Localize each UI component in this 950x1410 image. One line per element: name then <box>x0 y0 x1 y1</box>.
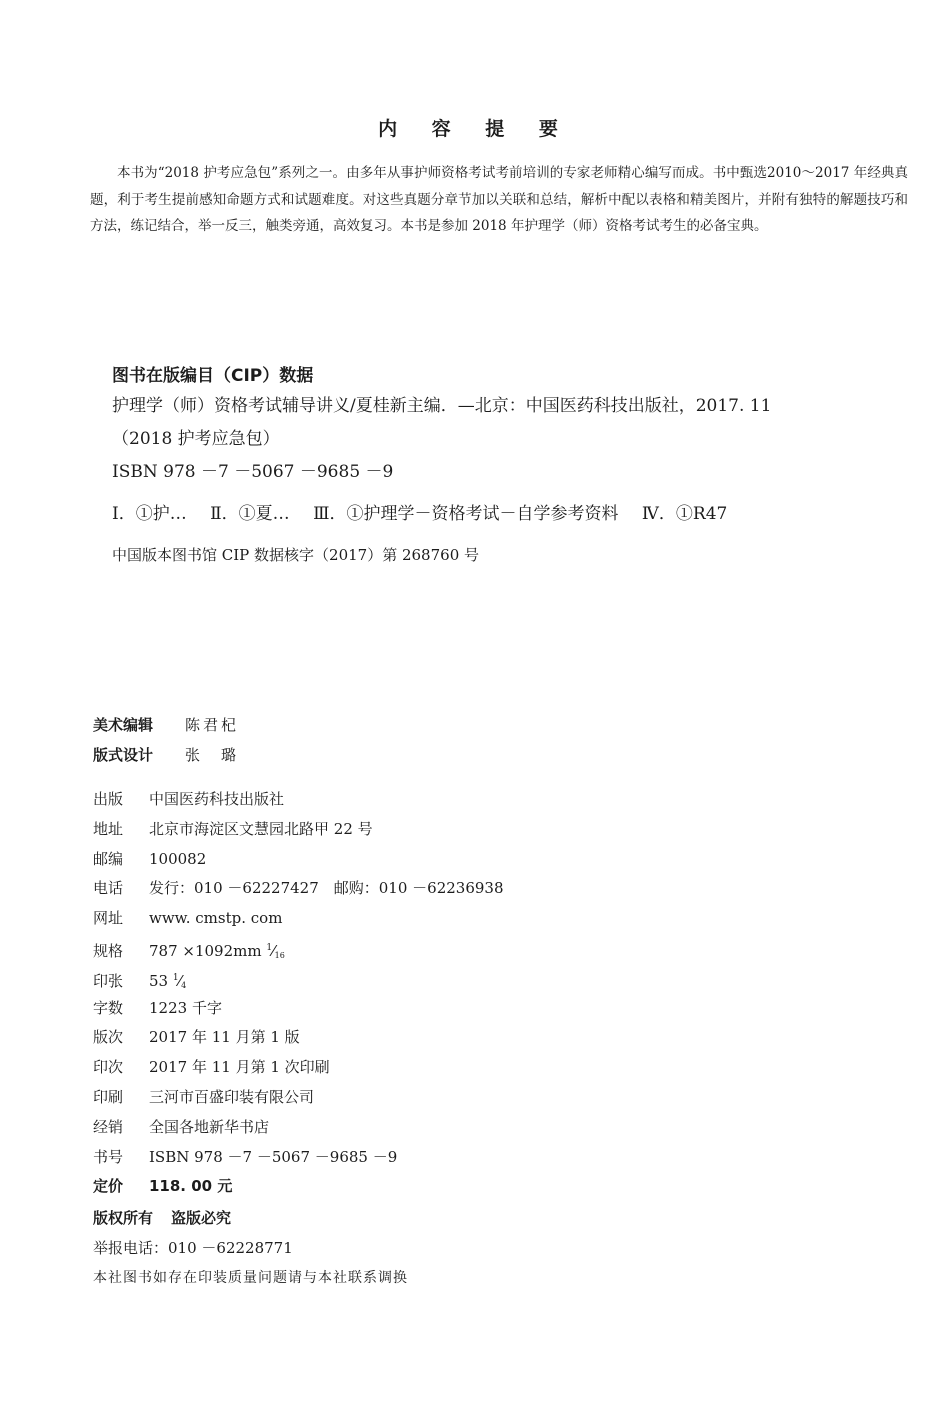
cip-class-4: Ⅳ．①R47 <box>641 504 728 524</box>
pub-row-phone <box>93 874 793 904</box>
pub-value: 北京市海淀区文慧园北路甲 22 号 <box>149 819 373 838</box>
pub-value: 787 ×1092mm <box>149 941 262 960</box>
pub-value: 100082 <box>149 849 207 868</box>
credit-label: 美术编辑 <box>93 716 154 734</box>
copyright-text: 版权所有 <box>93 1209 154 1227</box>
cip-verification-line: 中国版本图书馆 CIP 数据核字（2017）第 268760 号 <box>112 546 480 564</box>
pub-row-edition <box>93 1023 793 1053</box>
rights-block <box>93 1203 793 1293</box>
pub-label: 定价 <box>93 1177 124 1196</box>
summary-paragraph: 本书为“2018 护考应急包”系列之一。由多年从事护师资格考试考前培训的专家老师精心编写而成。书中甄选2010～2017 年经典真题，利于考生提前感知命题方式和试题难度。对这些真题分章节加以关联和总结，解析中配以表格和精美图片，并附有独特的解题技巧和方法，练记结合，举一反三，触类旁通，高效复习。本书是参加 2018 年护理学（师）资格考试考生的必备宝典。 <box>90 165 908 234</box>
cip-class-3: Ⅲ．①护理学－资格考试－自学参考资料 <box>313 504 619 524</box>
quality-notice-line: 本社图书如存在印装质量问题请与本社联系调换 <box>93 1270 408 1286</box>
fraction-numerator: 1 <box>266 942 273 953</box>
credit-value: 陈君杞 <box>185 716 240 734</box>
pub-value: 2017 年 11 月第 1 次印刷 <box>149 1058 330 1077</box>
pub-value: 全国各地新华书店 <box>149 1117 270 1136</box>
pub-row-price <box>93 1172 793 1202</box>
cip-class-1: Ⅰ．①护… <box>112 504 187 524</box>
pub-row-printer <box>93 1083 793 1113</box>
pub-label: 经销 <box>93 1117 124 1136</box>
pub-row-sheets <box>93 964 793 994</box>
credits-block <box>93 710 693 770</box>
pub-row-words <box>93 994 793 1024</box>
credit-value: 张 璐 <box>185 746 240 764</box>
pub-value: ISBN 978 －7 －5067 －9685 －9 <box>149 1147 398 1166</box>
pub-label: 印次 <box>93 1058 124 1077</box>
pub-label: 邮编 <box>93 849 124 868</box>
cip-block <box>112 362 892 569</box>
pub-label: 地址 <box>93 819 124 838</box>
cip-classification-line <box>112 497 892 531</box>
publishing-info-block <box>93 785 793 1202</box>
pub-label: 印刷 <box>93 1087 124 1106</box>
cip-class-2: Ⅱ．①夏… <box>210 504 290 524</box>
cip-heading: 图书在版编目（CIP）数据 <box>112 366 314 386</box>
pub-label: 规格 <box>93 941 124 960</box>
pub-label: 电话 <box>93 879 124 898</box>
credit-row-art-editor <box>93 710 693 740</box>
fraction-numerator: 1 <box>172 972 179 983</box>
pub-label: 出版 <box>93 790 124 808</box>
pub-row-postcode <box>93 845 793 875</box>
cip-series-line: （2018 护考应急包） <box>112 429 280 449</box>
copyright-line <box>93 1203 793 1233</box>
pub-label: 网址 <box>93 909 124 928</box>
pub-row-publisher <box>93 785 793 815</box>
pub-row-format <box>93 934 793 964</box>
fraction-denominator: 16 <box>274 950 285 960</box>
fraction-denominator: 4 <box>181 980 187 990</box>
sheets-fraction: $^1⁄_4$ <box>172 971 187 990</box>
pub-value: 118. 00 元 <box>149 1177 233 1196</box>
credit-row-layout-design <box>93 740 693 770</box>
pub-value: 1223 千字 <box>149 998 222 1017</box>
pub-value: 发行：010 －62227427 邮购：010 －62236938 <box>149 879 504 898</box>
cip-isbn-line: ISBN 978 －7 －5067 －9685 －9 <box>112 462 394 482</box>
pub-label: 版次 <box>93 1028 124 1047</box>
pub-value: 中国医药科技出版社 <box>149 790 285 808</box>
pub-value: 三河市百盛印装有限公司 <box>149 1087 315 1106</box>
summary-title: 内 容 提 要 <box>378 118 572 140</box>
pub-value: 53 <box>149 971 169 990</box>
pub-label: 书号 <box>93 1147 124 1166</box>
piracy-text: 盗版必究 <box>171 1209 232 1227</box>
pub-row-website <box>93 904 793 934</box>
format-fraction: $^1⁄_{16}$ <box>266 941 285 960</box>
report-phone-line: 举报电话：010 －62228771 <box>93 1239 293 1257</box>
pub-row-printing <box>93 1053 793 1083</box>
pub-row-book-number <box>93 1143 793 1173</box>
credit-label: 版式设计 <box>93 746 154 764</box>
pub-row-distribution <box>93 1113 793 1143</box>
cip-title-line: 护理学（师）资格考试辅导讲义/夏桂新主编．—北京：中国医药科技出版社，2017. 11 <box>112 396 772 416</box>
pub-value: 2017 年 11 月第 1 版 <box>149 1028 300 1047</box>
pub-label: 印张 <box>93 971 124 990</box>
pub-value: www. cmstp. com <box>149 909 283 928</box>
pub-row-address <box>93 815 793 845</box>
pub-label: 字数 <box>93 998 124 1017</box>
